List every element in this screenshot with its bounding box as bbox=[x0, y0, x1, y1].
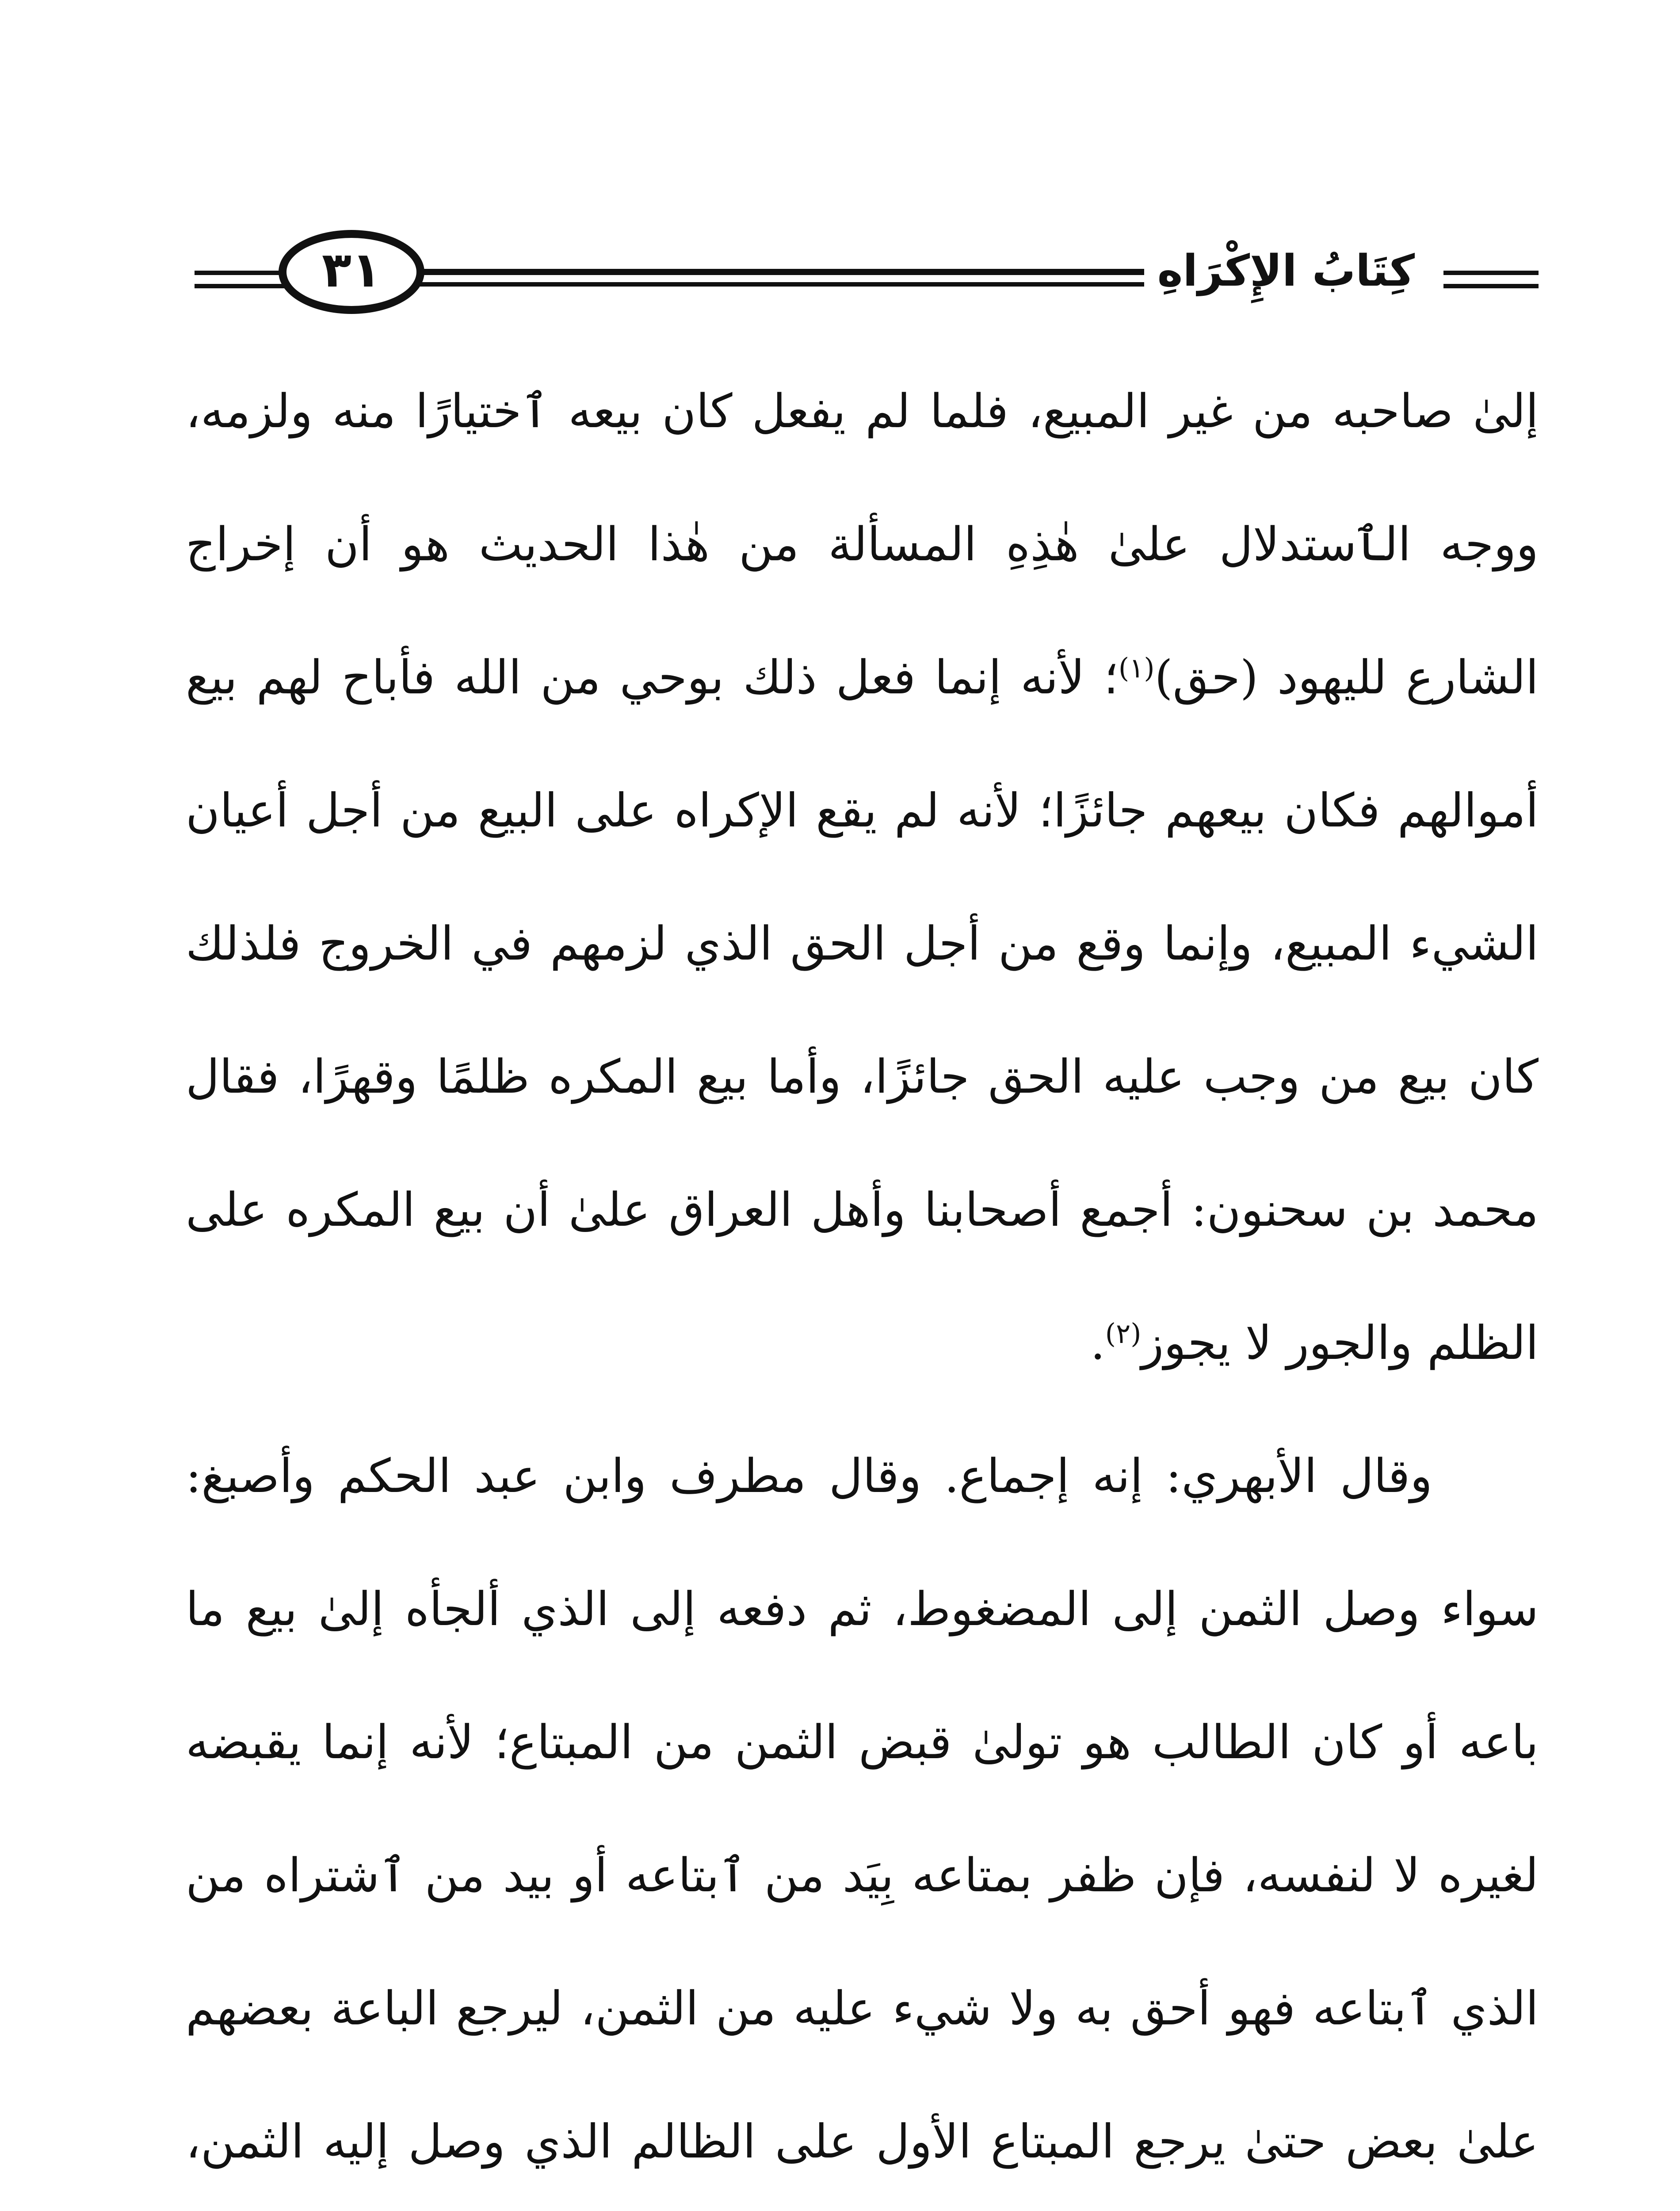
header-rule-middle bbox=[413, 269, 1178, 287]
page-number: ٣١ bbox=[321, 241, 382, 298]
paragraph-1-text-a: إلىٰ صاحبه من غير المبيع، فلما لم يفعل كان بيعه ٱختيارًا منه ولزمه، ووجه الٱستدلال علىٰ هٰذِهِ المسألة من هٰذا الحديث هو أن إخراج الشارع لليهود (حق) bbox=[186, 384, 1539, 704]
footnote-ref-2: (٢) bbox=[1105, 1317, 1142, 1350]
paragraph-1-text-c: . bbox=[1090, 1316, 1105, 1370]
header-rule-right bbox=[1443, 271, 1539, 288]
paragraph-1-text-b: ؛ لأنه إنما فعل ذلك بوحي من الله فأباح لهم بيع أموالهم فكان بيعهم جائزًا؛ لأنه لم يقع الإكراه على البيع من أجل أعيان الشيء المبيع، وإنما وقع من أجل الحق الذي لزمهم في الخروج فلذلك كان بيع من وجب عليه الحق جائزًا، وأما بيع المكره ظلمًا وقهرًا، فقال محمد بن سحنون: أجمع أصحابنا وأهل العراق علىٰ أن بيع المكره على الظلم والجور لا يجوز bbox=[186, 650, 1539, 1370]
paragraph-2 bbox=[186, 1410, 1539, 2211]
footnote-ref-1: (١) bbox=[1118, 652, 1155, 684]
page-number-oval bbox=[279, 230, 424, 314]
running-head-title: كِتَابُ الإِكْرَاهِ bbox=[1144, 245, 1428, 298]
main-text bbox=[186, 345, 1539, 2211]
paragraph-1 bbox=[186, 345, 1539, 1410]
paragraph-2-text-a: وقال الأبهري: إنه إجماع. وقال مطرف وابن عبد الحكم وأصبغ: سواء وصل الثمن إلى المضغوط، ثم دفعه إلى الذي ألجأه إلىٰ بيع ما باعه أو كان الطالب هو تولىٰ قبض الثمن من المبتاع؛ لأنه إنما يقبضه لغيره لا لنفسه، فإن ظفر بمتاعه بِيَد من ٱبتاعه أو بيد من ٱشتراه من الذي ٱبتاعه فهو أحق به ولا شيء عليه من الثمن، ليرجع الباعة بعضهم علىٰ بعض حتىٰ يرجع المبتاع الأول على الظالم الذي وصل إليه الثمن، bbox=[186, 1449, 1539, 2169]
